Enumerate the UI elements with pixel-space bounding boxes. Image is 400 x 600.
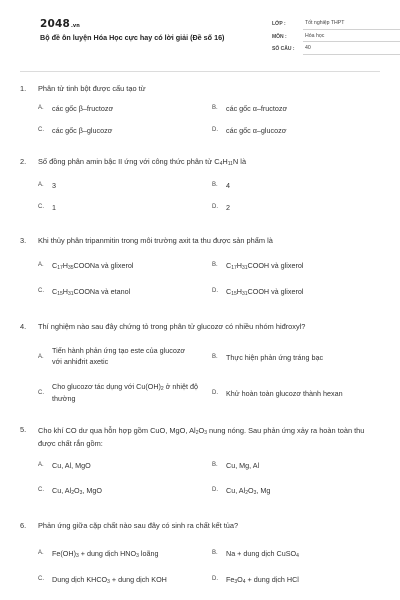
option-b[interactable] [212, 181, 230, 190]
meta-row-class [272, 17, 400, 30]
question-text: Phản ứng giữa cặp chất nào sau đây có sinh ra chất kết tủa? [38, 521, 239, 530]
question-stem [20, 425, 380, 451]
question-6 [20, 521, 380, 586]
question-text: Cho khí CO dư qua hỗn hợp gồm CuO, MgO, $Al_2O_3$ nung nóng. Sau phản ứng xảy ra hoàn toàn thu được chất rắn gồm: [38, 426, 365, 448]
question-number: 6. [20, 521, 27, 530]
option-text: các gốc α–glucozơ [226, 126, 287, 136]
exam-header [20, 0, 380, 72]
option-text: Khử hoàn toàn glucozơ thành hexan [226, 389, 343, 399]
question-text: Thí nghiệm nào sau đây chứng tỏ trong phân tử glucozơ có nhiều nhóm hiđroxyl? [38, 322, 306, 331]
option-letter: A. [38, 105, 44, 112]
question-text: Số đồng phân amin bậc II ứng với công thức phân tử $C_4H_{11}N$ là [38, 157, 247, 167]
option-a[interactable] [38, 549, 158, 559]
question-number: 4. [20, 322, 27, 331]
site-logo[interactable] [40, 18, 80, 31]
option-letter: B. [212, 262, 218, 269]
option-c[interactable] [38, 382, 202, 404]
option-text: các gốc α–fructozơ [226, 104, 288, 114]
question-stem [20, 157, 380, 167]
option-text: $Fe(OH)_3$ + dung dịch $HNO_3$ loãng [52, 549, 159, 560]
question-2 [20, 157, 380, 213]
option-d[interactable] [212, 203, 230, 212]
option-text: $C_{15}H_{31}COOH$ và glixerol [226, 287, 304, 298]
option-d[interactable] [212, 126, 286, 135]
option-a[interactable] [38, 104, 113, 113]
question-number: 1. [20, 84, 27, 93]
option-text: 3 [52, 181, 56, 191]
option-b[interactable] [212, 461, 259, 470]
option-b[interactable] [212, 261, 303, 271]
meta-row-count [272, 42, 400, 55]
option-a[interactable] [38, 346, 197, 368]
question-text: Khi thủy phân tripanmitin trong môi trường axit ta thu được sản phẩm là [38, 236, 273, 245]
option-letter: C. [38, 576, 44, 583]
question-number: 2. [20, 157, 27, 166]
option-letter: B. [212, 461, 218, 468]
question-stem [20, 322, 380, 331]
option-text: Na + dung dịch CuSO$_4$ [226, 549, 299, 560]
option-letter: A. [38, 550, 44, 557]
option-text: $C_{17}H_{31}COOH$ và glixerol [226, 261, 304, 272]
option-text: Cu, Mg, Al [226, 460, 260, 470]
meta-label: SỐ CÂU : [272, 46, 295, 53]
option-letter: C. [38, 390, 44, 397]
option-letter: A. [38, 182, 44, 189]
option-text: các gốc β–fructozơ [52, 104, 114, 114]
option-letter: D. [212, 204, 218, 211]
question-stem [20, 521, 380, 530]
exam-title: Bộ đề ôn luyện Hóa Học cực hay có lời giải (Đề số 16) [40, 33, 225, 42]
option-text: Cho glucozơ tác dụng với $Cu(OH)_2$ ở nhiệt độ thường [52, 382, 198, 403]
option-b[interactable] [212, 104, 287, 113]
option-text: $C_{15}H_{31}COONa$ và etanol [52, 287, 131, 298]
option-a[interactable] [38, 461, 91, 470]
option-text: Cu, $Al_2O_3$, MgO [52, 485, 102, 496]
option-b[interactable] [212, 353, 323, 362]
option-text: $Fe_3O_4$ + dung dịch HCl [226, 575, 299, 586]
option-letter: B. [212, 550, 218, 557]
question-4 [20, 322, 380, 403]
question-stem [20, 84, 380, 93]
question-5 [20, 425, 380, 496]
option-d[interactable] [212, 389, 343, 398]
option-c[interactable] [38, 287, 130, 297]
option-letter: C. [38, 486, 44, 493]
logo-number: 2048 [40, 18, 71, 30]
option-b[interactable] [212, 549, 299, 559]
option-d[interactable] [212, 486, 270, 496]
option-text: các gốc β–glucozơ [52, 126, 113, 136]
option-c[interactable] [38, 203, 56, 212]
exam-meta [272, 17, 400, 55]
option-letter: B. [212, 105, 218, 112]
question-3 [20, 236, 380, 298]
option-letter: A. [38, 262, 44, 269]
option-a[interactable] [38, 261, 133, 271]
option-letter: B. [212, 354, 218, 361]
option-letter: D. [212, 288, 218, 295]
meta-label: MÔN : [272, 33, 287, 40]
option-d[interactable] [212, 287, 303, 297]
option-letter: C. [38, 127, 44, 134]
option-letter: D. [212, 486, 218, 493]
option-text: $C_{17}H_{35}COONa$ và glixerol [52, 261, 134, 272]
option-c[interactable] [38, 575, 167, 585]
option-text: 2 [226, 203, 230, 213]
meta-value: Tốt nghiệp THPT [303, 20, 400, 30]
option-letter: C. [38, 204, 44, 211]
question-number: 3. [20, 236, 27, 245]
option-letter: D. [212, 576, 218, 583]
option-letter: D. [212, 390, 218, 397]
option-text: Thực hiện phản ứng tráng bạc [226, 353, 324, 363]
question-stem [20, 236, 380, 245]
meta-row-subject [272, 30, 400, 43]
question-number: 5. [20, 425, 27, 434]
option-a[interactable] [38, 181, 56, 190]
meta-value: 40 [303, 45, 400, 55]
option-letter: D. [212, 127, 218, 134]
question-text: Phân tử tinh bột được cấu tạo từ [38, 84, 146, 93]
option-text: Dung dịch $KHCO_3$ + dung dịch KOH [52, 575, 167, 586]
option-c[interactable] [38, 126, 112, 135]
meta-value: Hóa học [303, 33, 400, 43]
option-text: 1 [52, 203, 56, 213]
logo-suffix: .vn [71, 23, 80, 29]
option-letter: A. [38, 461, 44, 468]
question-1 [20, 84, 380, 136]
option-letter: C. [38, 288, 44, 295]
option-text: 4 [226, 181, 230, 191]
option-text: Cu, Al, MgO [52, 460, 91, 470]
option-text: Cu, $Al_2O_3$, Mg [226, 485, 271, 496]
option-c[interactable] [38, 486, 102, 496]
option-letter: A. [38, 353, 44, 360]
meta-label: LỚP : [272, 21, 286, 28]
option-letter: B. [212, 182, 218, 189]
option-text: Tiến hành phản ứng tạo este của glucozơ với anhiđrit axetic [52, 346, 186, 367]
option-d[interactable] [212, 575, 299, 585]
